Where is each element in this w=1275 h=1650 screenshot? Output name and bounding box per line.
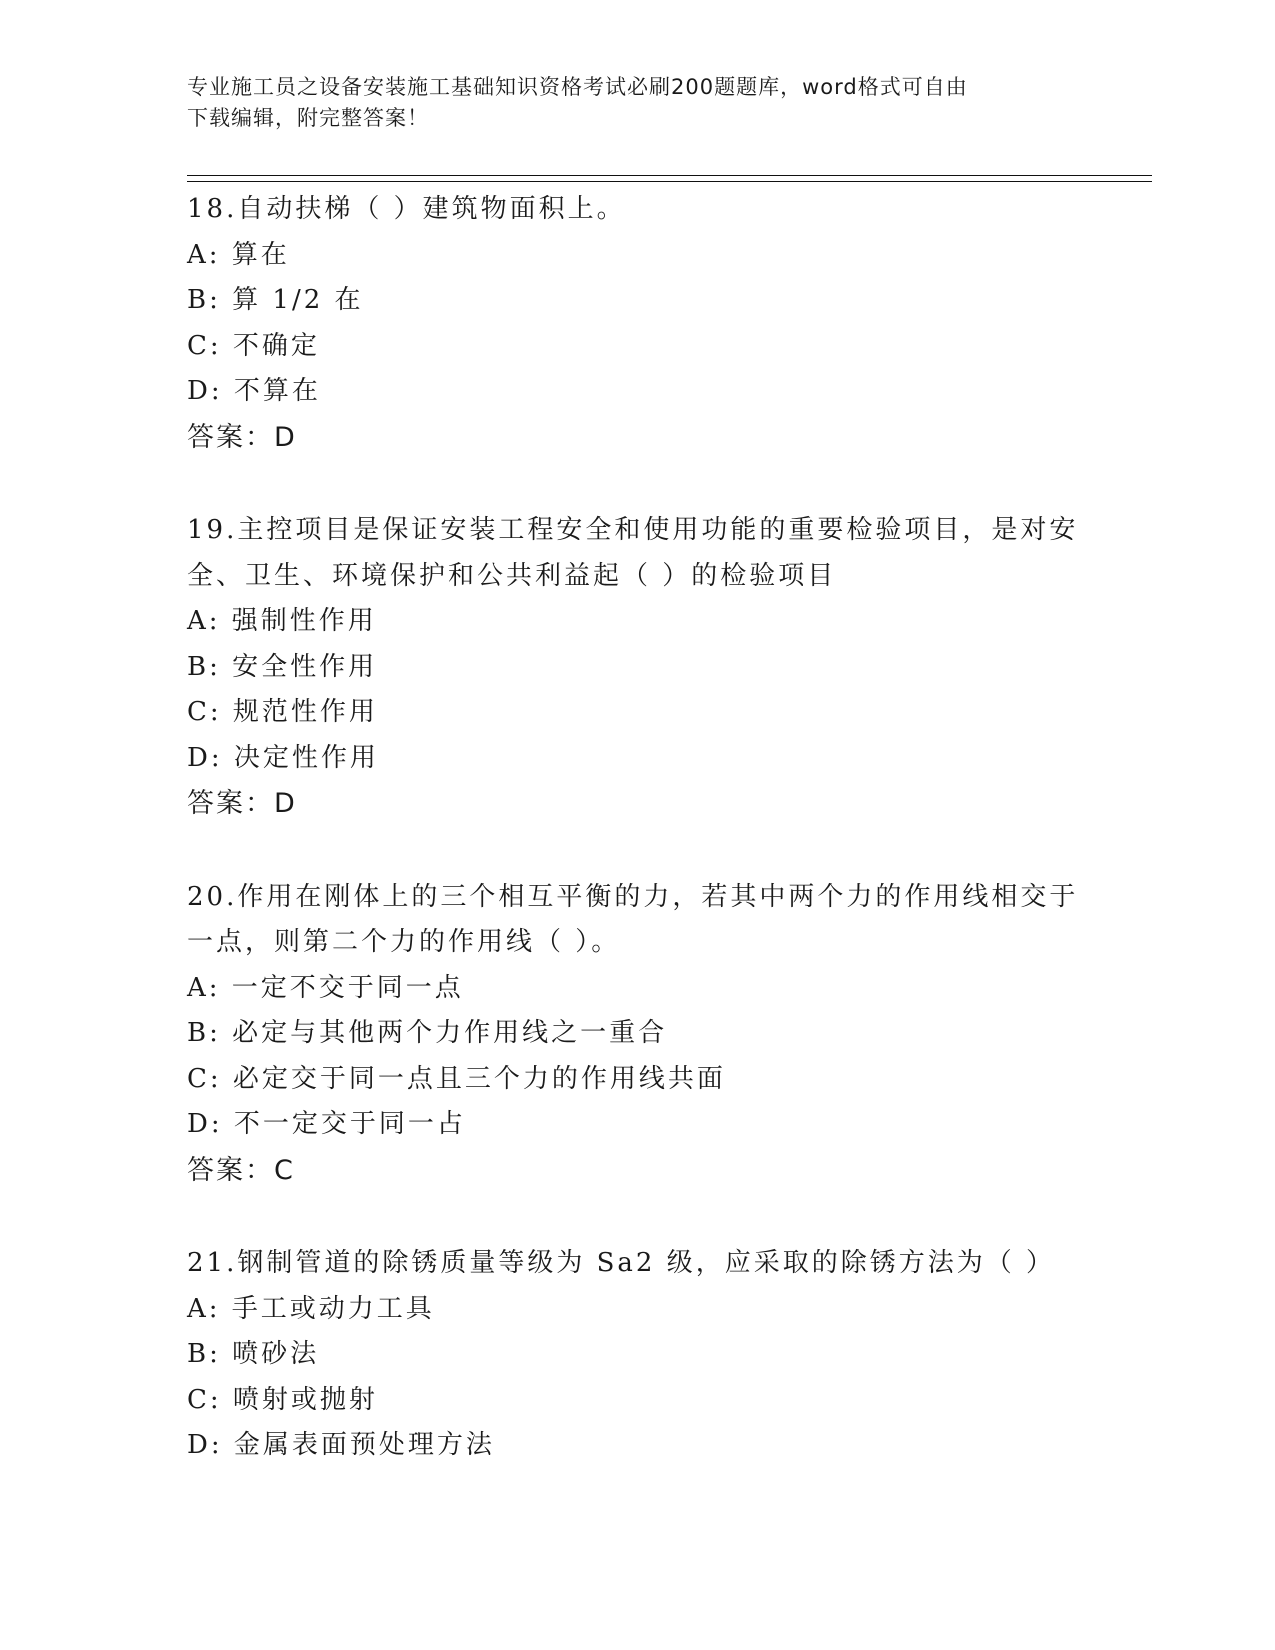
question-stem: 19.主控项目是保证安装工程安全和使用功能的重要检验项目，是对安 (187, 515, 1079, 545)
option-c: C: 不确定 (187, 330, 320, 361)
question-stem: 20.作用在刚体上的三个相互平衡的力，若其中两个力的作用线相交于 (187, 881, 1079, 912)
question-list (187, 187, 1127, 1517)
option-a: A: 手工或动力工具 (187, 1293, 435, 1324)
header-divider-top (187, 175, 1152, 176)
answer-label: 答案：D (187, 421, 297, 453)
question-stem: 21.钢制管道的除锈质量等级为 Sa2 级，应采取的除锈方法为（ ） (187, 1248, 1055, 1278)
answer-label: 答案：D (187, 788, 297, 819)
document-header (187, 72, 1067, 134)
option-b: B: 必定与其他两个力作用线之一重合 (187, 1018, 668, 1048)
question-stem: 18.自动扶梯（ ）建筑物面积上。 (187, 194, 626, 224)
question-21 (187, 1241, 1127, 1469)
question-20 (187, 875, 1127, 1194)
question-19 (187, 508, 1127, 827)
option-d: D: 不算在 (187, 376, 321, 406)
option-d: D: 决定性作用 (187, 742, 379, 773)
option-c: C: 喷射或抛射 (187, 1384, 378, 1415)
option-c: C: 必定交于同一点且三个力的作用线共面 (187, 1063, 726, 1094)
answer-label: 答案：C (187, 1154, 295, 1186)
question-18 (187, 187, 1127, 460)
option-b: B: 喷砂法 (187, 1339, 320, 1369)
option-a: A: 算在 (187, 239, 290, 270)
option-a: A: 强制性作用 (187, 606, 377, 636)
header-line-2: 下载编辑，附完整答案！ (187, 106, 429, 130)
option-d: D: 不一定交于同一占 (187, 1109, 466, 1139)
option-b: B: 安全性作用 (187, 651, 378, 682)
question-stem-continued: 一点，则第二个力的作用线（ ）。 (187, 927, 621, 957)
header-divider-bottom (187, 181, 1152, 182)
question-stem-continued: 全、卫生、环境保护和公共利益起（ ）的检验项目 (187, 560, 837, 591)
option-d: D: 金属表面预处理方法 (187, 1430, 495, 1460)
option-b: B: 算 1/2 在 (187, 285, 364, 315)
option-c: C: 规范性作用 (187, 697, 378, 727)
option-a: A: 一定不交于同一点 (187, 972, 464, 1003)
header-line-1: 专业施工员之设备安装施工基础知识资格考试必刷200题题库，word格式可自由 (187, 75, 968, 99)
